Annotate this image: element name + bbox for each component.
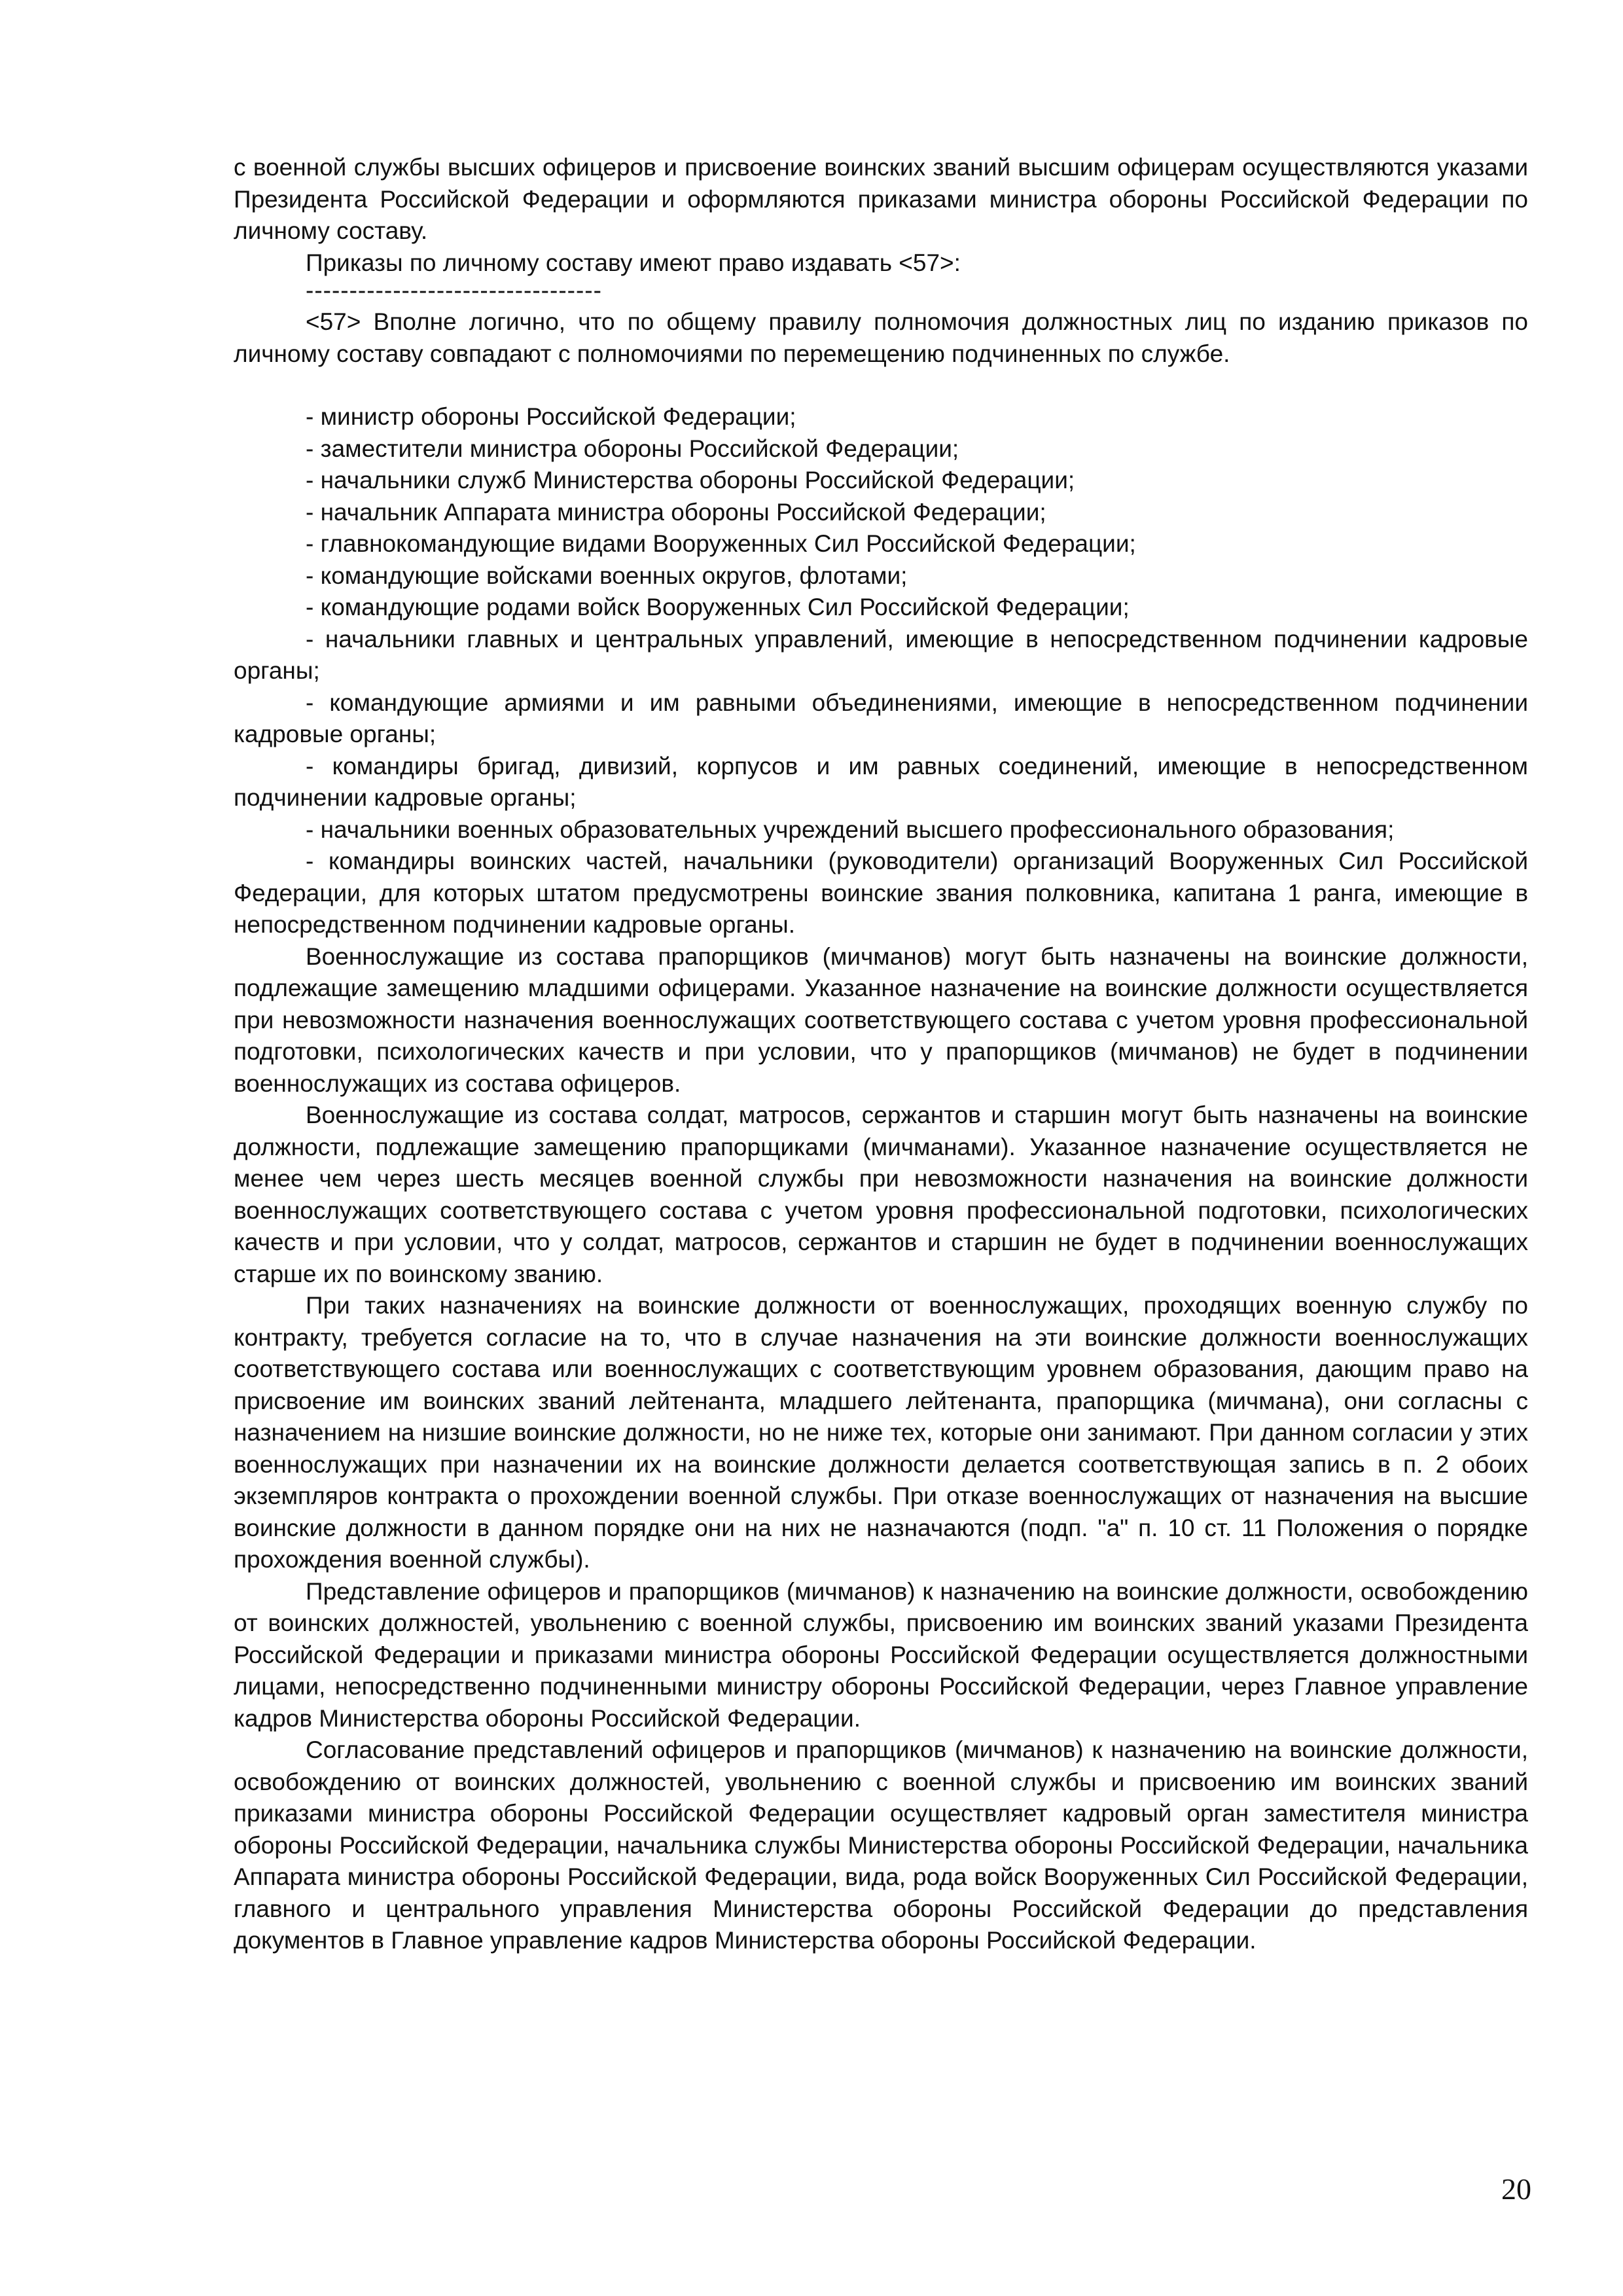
page-number: 20 (1501, 2172, 1531, 2206)
document-body (234, 152, 1528, 1957)
list-item: - министр обороны Российской Федерации; (306, 403, 796, 430)
list-item: - главнокомандующие видами Вооруженных Сил Российской Федерации; (306, 530, 1136, 557)
paragraph-approval: Согласование представлений офицеров и прапорщиков (мичманов) к назначению на воинские должности, освобождению от воинских должностей, увольнению с военной службы и присвоению им воинских званий приказами министра обороны Российской Федерации осуществляет кадровый орган заместителя министра обороны Российской Федерации, начальника службы Министерства обороны Российской Федерации, начальника Аппарата министра обороны Российской Федерации, вида, рода войск Вооруженных Сил Российской Федерации, главного и центрального управления Министерства обороны Российской Федерации до представления документов в Главное управление кадров Министерства обороны Российской Федерации. (234, 1736, 1528, 1954)
paragraph-warrant-officers: Военнослужащие из состава прапорщиков (мичманов) могут быть назначены на воинские должности, подлежащие замещению младшими офицерами. Указанное назначение на воинские должности осуществляется при невозможности назначения военнослужащих соответствующего состава с учетом уровня профессиональной подготовки, психологических качеств и при условии, что у прапорщиков (мичманов) не будет в подчинении военнослужащих из состава офицеров. (234, 942, 1528, 1097)
paragraph-continuation: с военной службы высших офицеров и присвоение воинских званий высшим офицерам осуществляются указами Президента Российской Федерации и оформляются приказами министра обороны Российской Федерации по личному составу. (234, 154, 1528, 244)
paragraph-consent: При таких назначениях на воинские должности от военнослужащих, проходящих военную службу по контракту, требуется согласие на то, что в случае назначения на эти воинские должности военнослужащих соответствующего состава или военнослужащих с соответствующим уровнем образования, дающим право на присвоение им воинских званий лейтенанта, младшего лейтенанта, прапорщика (мичмана), они согласны с назначением на низшие воинские должности, но не ниже тех, которые они занимают. При данном согласии у этих военнослужащих при назначении их на воинские должности делается соответствующая запись в п. 2 обоих экземпляров контракта о прохождении военной службы. При отказе военнослужащих от назначения на высшие воинские должности в данном порядке они на них не назначаются (подп. "а" п. 10 ст. 11 Положения о порядке прохождения военной службы). (234, 1292, 1528, 1573)
list-item: - начальники служб Министерства обороны Российской Федерации; (306, 467, 1075, 493)
paragraph-orders-intro: Приказы по личному составу имеют право издавать <57>: (306, 249, 961, 276)
paragraph-soldiers: Военнослужащие из состава солдат, матросов, сержантов и старшин могут быть назначены на воинские должности, подлежащие замещению прапорщиками (мичманами). Указанное назначение осуществляется не менее чем через шесть месяцев военной службы при невозможности назначения на воинские должности военнослужащих соответствующего состава с учетом уровня профессиональной подготовки, психологических качеств и при условии, что у солдат, матросов, сержантов и старшин не будет в подчинении военнослужащих старше их по воинскому званию. (234, 1102, 1528, 1287)
list-item: - командующие войсками военных округов, флотами; (306, 562, 908, 589)
paragraph-presentation: Представление офицеров и прапорщиков (мичманов) к назначению на воинские должности, освобождению от воинских должностей, увольнению с военной службы, присвоению им воинских званий указами Президента Российской Федерации и приказами министра обороны Российской Федерации осуществляется должностными лицами, непосредственно подчиненными министру обороны Российской Федерации, через Главное управление кадров Министерства обороны Российской Федерации. (234, 1577, 1528, 1732)
list-item: - заместители министра обороны Российской Федерации; (306, 435, 959, 462)
list-item: - командующие родами войск Вооруженных Сил Российской Федерации; (306, 594, 1130, 620)
list-item: - командиры воинских частей, начальники (руководители) организаций Вооруженных Сил Российской Федерации, для которых штатом предусмотрены воинские звания полковника, капитана 1 ранга, имеющие в непосредственном подчинении кадровые органы. (234, 848, 1528, 938)
footnote-57: <57> Вполне логично, что по общему правилу полномочия должностных лиц по изданию приказов по личному составу совпадают с полномочиями по перемещению подчиненных по службе. (234, 308, 1528, 367)
list-item: - командиры бригад, дивизий, корпусов и им равных соединений, имеющие в непосредственном подчинении кадровые органы; (234, 752, 1528, 811)
list-item: - начальники военных образовательных учреждений высшего профессионального образования; (306, 816, 1395, 843)
list-item: - начальники главных и центральных управлений, имеющие в непосредственном подчинении кадровые органы; (234, 625, 1528, 684)
list-item: - командующие армиями и им равными объединениями, имеющие в непосредственном подчинении кадровые органы; (234, 689, 1528, 747)
list-item: - начальник Аппарата министра обороны Российской Федерации; (306, 498, 1046, 526)
footnote-divider: ---------------------------------- (306, 277, 602, 304)
